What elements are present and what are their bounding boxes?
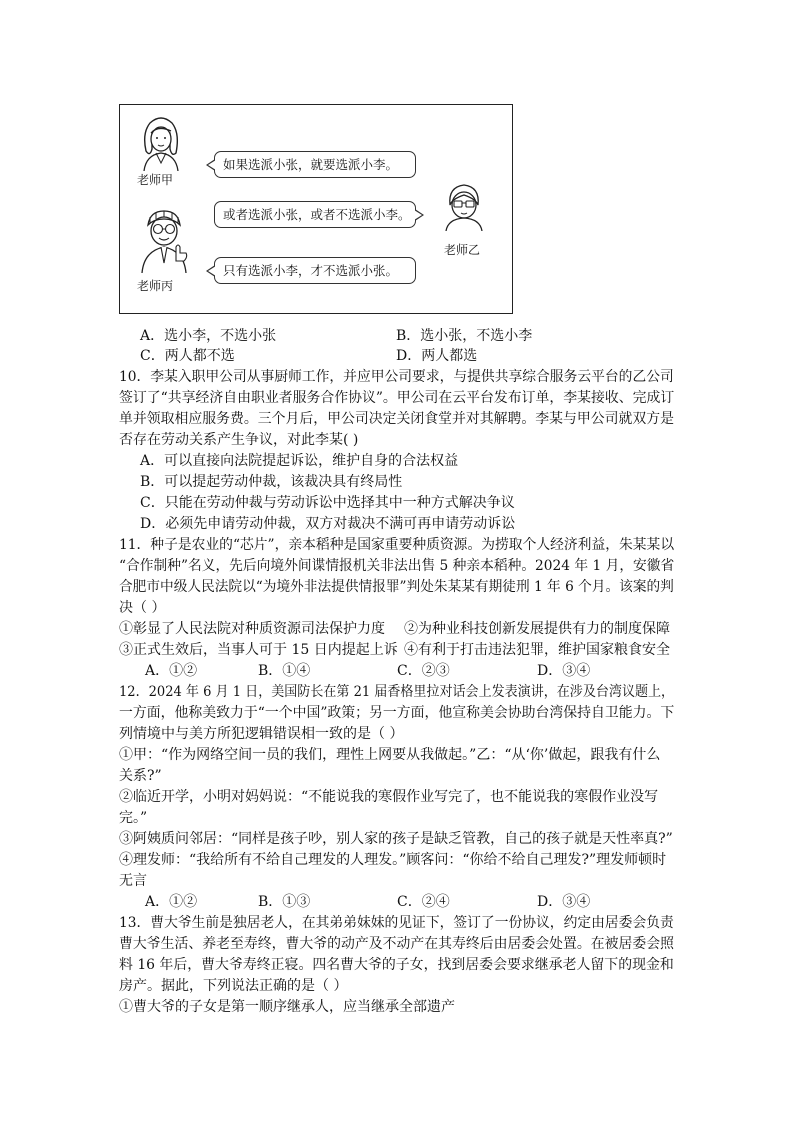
q13-stem-line: 13．曹大爷生前是独居老人，在其弟弟妹妹的见证下，签订了一份协议，约定由居委会负责 bbox=[119, 915, 674, 931]
q11-item: ②为种业科技创新发展提供有力的制度保障 bbox=[404, 621, 670, 637]
q9-option-b: B．选小张，不选小李 bbox=[396, 328, 533, 344]
teacher-b-label: 老师乙 bbox=[444, 243, 481, 257]
q12-stem-line: 12．2024 年 6 月 1 日，美国防长在第 21 届香格里拉对话会上发表演讲，在涉及台湾议题上， bbox=[119, 684, 675, 700]
q11-stem-line: “合作制种”名义，先后向境外间谍情报机关非法出售 5 种亲本稻种。2024 年 1 月，安徽省 bbox=[119, 558, 675, 574]
q9-option-a: A．选小李，不选小张 bbox=[140, 328, 277, 344]
q12-stem-line: 列情境中与美方所犯逻辑错误相一致的是（ ） bbox=[119, 726, 404, 742]
q12-stem-line: ②临近开学，小明对妈妈说：“不能说我的寒假作业写完了，也不能说我的寒假作业没写 bbox=[119, 789, 659, 805]
q11-option-a: A．①② bbox=[145, 663, 198, 679]
q11-option-d: D．③④ bbox=[537, 663, 591, 679]
q10-stem-line: 10．李某入职甲公司从事厨师工作，并应甲公司要求，与提供共享综合服务云平台的乙公司 bbox=[119, 369, 674, 385]
teacher-b-avatar-icon bbox=[440, 179, 488, 231]
q11-option-b: B．①④ bbox=[258, 663, 311, 679]
q12-stem-line: ③阿姨质问邻居：“同样是孩子吵，别人家的孩子是缺乏管教，自己的孩子就是天性率真?” bbox=[119, 831, 673, 847]
q13-stem-line: 曹大爷生活、养老至寿终，曹大爷的动产及不动产在其寿终后由居委会处置。在被居委会照 bbox=[119, 936, 674, 952]
q11-stem-line: 合肥市中级人民法院以“为境外非法提供情报罪”判处朱某某有期徒刑 1 年 6 个月。该案的判 bbox=[119, 579, 674, 595]
q10-stem-line: 否存在劳动关系产生争议，对此李某( ) bbox=[119, 432, 359, 448]
q13-stem-line: 房产。据此，下列说法正确的是（ ） bbox=[119, 978, 348, 994]
q9-option-d: D．两人都选 bbox=[396, 348, 478, 364]
bubble-teacher-a: 如果选派小张，就要选派小李。 bbox=[214, 151, 416, 178]
q11-item: ③正式生效后，当事人可于 15 日内提起上诉 bbox=[119, 642, 398, 658]
q11-stem-line: 决（ ） bbox=[119, 600, 166, 616]
q11-item: ①彰显了人民法院对种质资源司法保护力度 bbox=[119, 621, 385, 637]
q10-option-c: C．只能在劳动仲裁与劳动诉讼中选择其中一种方式解决争议 bbox=[140, 495, 515, 511]
q12-stem-line: ①甲：“作为网络空间一员的我们，理性上网要从我做起。”乙：“从‘你’做起，跟我有什么 bbox=[119, 747, 661, 763]
teacher-a-avatar-icon bbox=[136, 113, 186, 171]
q12-stem-line: ④理发师：“我给所有不给自己理发的人理发。”顾客问：“你给不给自己理发?”理发师顿时 bbox=[119, 852, 667, 868]
q12-option-b: B．①③ bbox=[258, 894, 311, 910]
q10-option-b: B．可以提起劳动仲裁，该裁决具有终局性 bbox=[140, 474, 403, 490]
q10-stem-line: 签订了“共享经济自由职业者服务合作协议”。甲公司在云平台发布订单，李某接收、完成订 bbox=[119, 390, 675, 406]
q12-option-c: C．②④ bbox=[397, 894, 450, 910]
q10-option-d: D．必须先申请劳动仲裁，双方对裁决不满可再申请劳动诉讼 bbox=[140, 516, 516, 532]
q11-item: ④有利于打击违法犯罪，维护国家粮食安全 bbox=[404, 642, 670, 658]
q13-stem-line: ①曹大爷的子女是第一顺序继承人，应当继承全部遗产 bbox=[119, 999, 455, 1015]
teacher-c-avatar-icon bbox=[136, 207, 192, 273]
bubble-teacher-b: 或者选派小张，或者不选派小李。 bbox=[214, 201, 416, 228]
q9-option-c: C．两人都不选 bbox=[140, 348, 235, 364]
teacher-a-label: 老师甲 bbox=[137, 173, 174, 187]
q12-option-a: A．①② bbox=[145, 894, 198, 910]
teacher-c-label: 老师丙 bbox=[137, 279, 174, 293]
q12-stem-line: 关系?” bbox=[119, 768, 162, 784]
dialogue-figure bbox=[119, 104, 513, 314]
q12-option-d: D．③④ bbox=[537, 894, 591, 910]
bubble-teacher-c: 只有选派小李，才不选派小张。 bbox=[214, 257, 416, 284]
q10-option-a: A．可以直接向法院提起诉讼，维护自身的合法权益 bbox=[140, 453, 459, 469]
q11-option-c: C．②③ bbox=[397, 663, 450, 679]
q12-stem-line: 完。” bbox=[119, 810, 148, 826]
q10-stem-line: 单并领取相应服务费。三个月后，甲公司决定关闭食堂并对其解聘。李某与甲公司就双方是 bbox=[119, 411, 674, 427]
q13-stem-line: 料 16 年后，曹大爷寿终正寝。四名曹大爷的子女，找到居委会要求继承老人留下的现金和 bbox=[119, 957, 674, 973]
q12-stem-line: 一方面，他称美致力于“一个中国”政策；另一方面，他宣称美会协助台湾保持自卫能力。下 bbox=[119, 705, 675, 721]
q12-stem-line: 无言 bbox=[119, 873, 147, 889]
q11-stem-line: 11．种子是农业的“芯片”，亲本稻种是国家重要种质资源。为捞取个人经济利益，朱某某以 bbox=[119, 537, 675, 553]
